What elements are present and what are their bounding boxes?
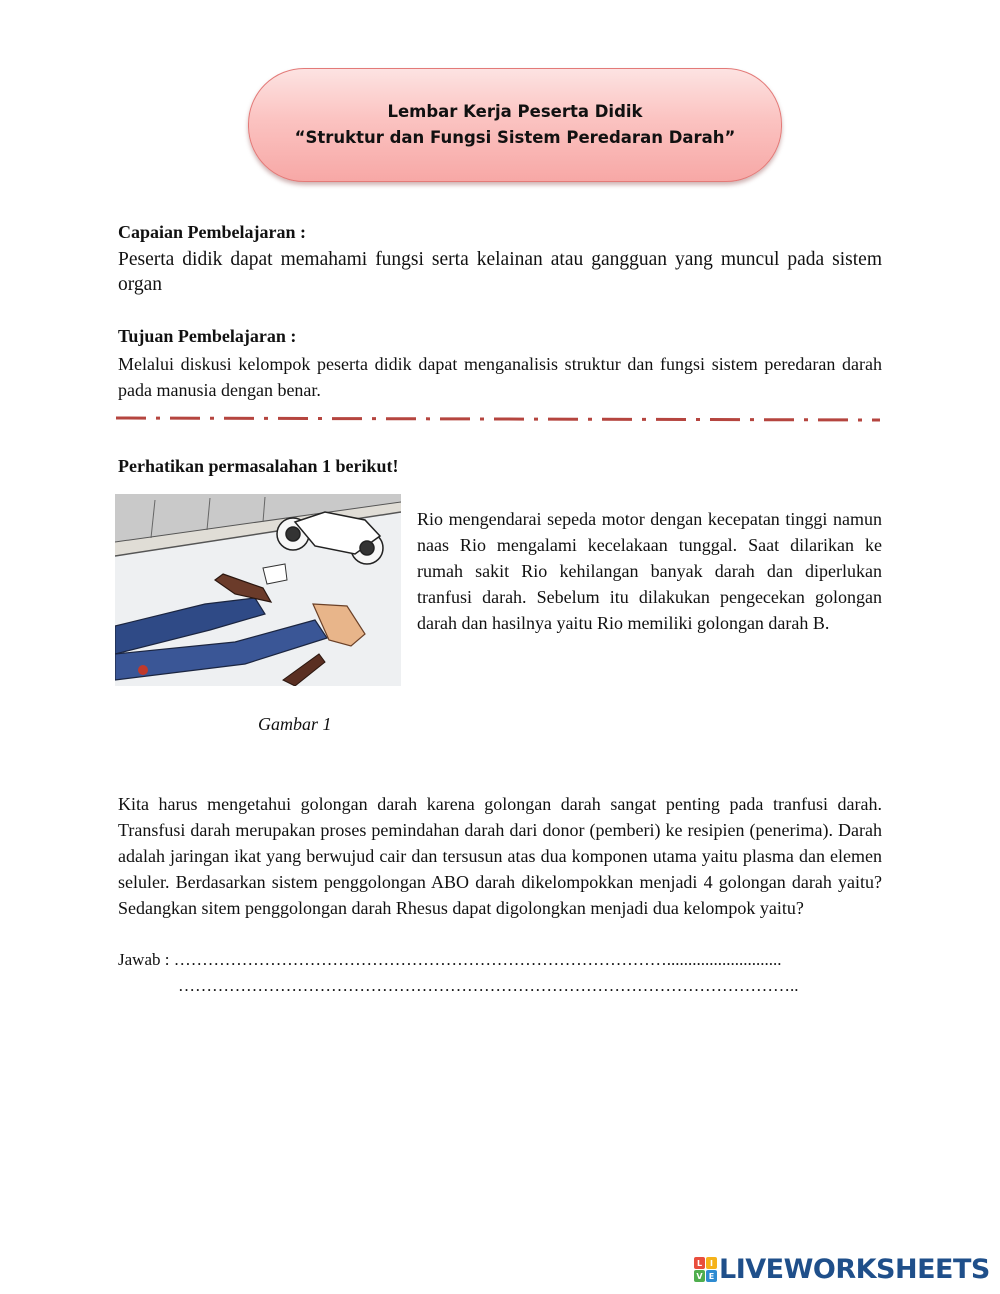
capaian-heading: Capaian Pembelajaran : [118, 222, 306, 242]
dash-dot-divider [116, 412, 880, 426]
problem-heading: Perhatikan permasalahan 1 berikut! [118, 456, 399, 476]
answer-line-2[interactable]: ……………………………………………………………………………………………….. [178, 976, 799, 995]
story-text: Rio mengendarai sepeda motor dengan kecepatan tinggi namun naas Rio mengalami kecelakaan tunggal. Saat dilarikan ke rumah sakit Rio kehilangan banyak darah dan diperlukan tranfusi darah. Sebelum itu dilakukan pengecekan golongan darah dan hasilnya yaitu Rio memiliki golongan darah B. [417, 509, 882, 633]
tujuan-text: Melalui diskusi kelompok peserta didik dapat menganalisis struktur dan fungsi sistem peredaran darah pada manusia dengan benar. [118, 354, 882, 400]
liveworksheets-logo [694, 1253, 990, 1285]
logo-letter-e: E [706, 1270, 717, 1282]
logo-text: LIVEWORKSHEETS [719, 1253, 990, 1285]
logo-letter-i: I [706, 1257, 717, 1269]
logo-letter-v: V [694, 1270, 705, 1282]
logo-letter-l: L [694, 1257, 705, 1269]
capaian-text: Peserta didik dapat memahami fungsi serta kelainan atau gangguan yang muncul pada sistem organ [118, 249, 882, 295]
tujuan-heading: Tujuan Pembelajaran : [118, 326, 297, 346]
question-text: Kita harus mengetahui golongan darah karena golongan darah sangat penting pada tranfusi darah. Transfusi darah merupakan proses pemindahan darah dari donor (pemberi) ke resipien (penerima). Darah adalah jaringan ikat yang berwujud cair dan tersusun atas dua komponen utama yaitu plasma dan elemen seluler. Berdasarkan sistem penggolongan ABO darah dikelompokkan menjadi 4 golongan darah yaitu? Sedangkan sitem penggolongan darah Rhesus dapat digolongkan menjadi dua kelompok yaitu? [118, 794, 882, 918]
title-line-1: Lembar Kerja Peserta Didik [387, 102, 643, 121]
figure-caption: Gambar 1 [258, 714, 332, 734]
answer-line-1[interactable]: Jawab : ……………………………………………………………………………........................... [118, 950, 782, 969]
title-banner [248, 68, 782, 182]
logo-icon [694, 1257, 716, 1281]
accident-illustration [115, 494, 401, 686]
title-line-2: “Struktur dan Fungsi Sistem Peredaran Darah” [294, 128, 736, 147]
